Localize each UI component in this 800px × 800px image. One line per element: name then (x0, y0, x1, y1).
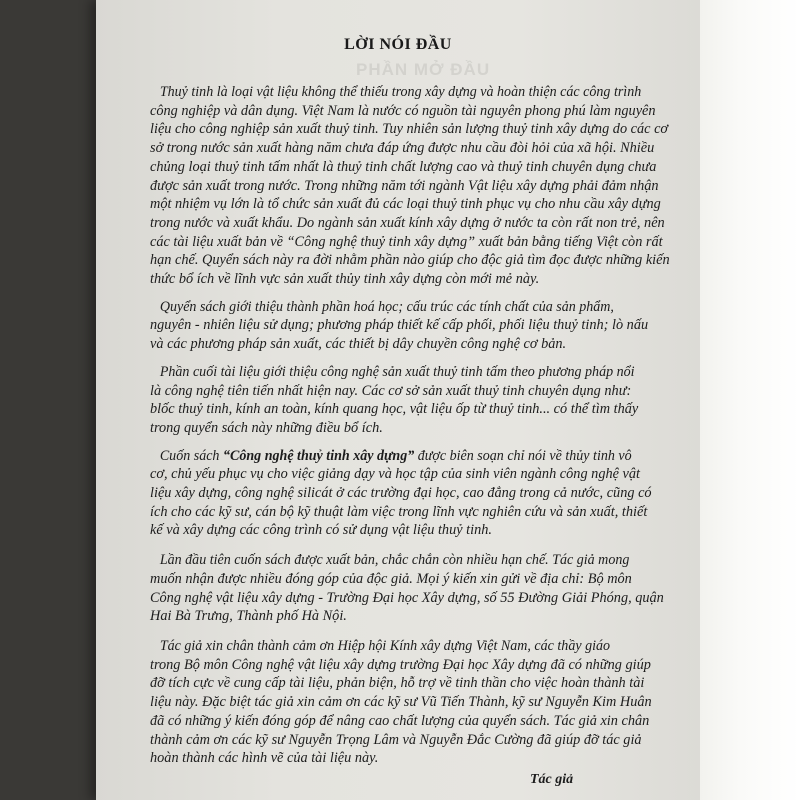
text-line: các tài liệu xuất bản về “Công nghệ thuỷ tinh xây dựng” xuất bản bằng tiếng Việt còn rất (150, 233, 663, 250)
text-line: đỡ tích cực về cung cấp tài liệu, phản biện, hỗ trợ về tinh thần cho việc hoàn thành tài (150, 675, 645, 692)
text-line: trong quyển sách này những điều bổ ích. (150, 419, 383, 436)
text-line: Thuỷ tinh là loại vật liệu không thể thiếu trong xây dựng và hoàn thiện các công trình (159, 84, 642, 100)
preface-paragraph (150, 447, 690, 541)
preface-paragraph (150, 363, 690, 438)
text-line: liệu xây dựng, công nghệ silicát ở các trường đại học, cao đẳng trong cả nước, cũng có (150, 485, 652, 502)
text-line: và các phương pháp sản xuất, các thiết bị dây chuyền công nghệ cơ bản. (150, 336, 567, 353)
text-line: liệu này. Đặc biệt tác giả xin cảm ơn các kỹ sư Vũ Tiến Thành, kỹ sư Nguyễn Kim Huân (150, 694, 652, 711)
text-line: thức bổ ích về lĩnh vực sản xuất thủy tinh xây dựng còn mới mẻ này. (150, 271, 540, 288)
preface-paragraph (150, 298, 690, 354)
text-line: một nhiệm vụ lớn là tổ chức sản xuất đủ các loại thuỷ tinh phục vụ cho nhu cầu xây dựng (150, 196, 661, 213)
text-line: ích cho các kỹ sư, cán bộ kỹ thuật làm việc trong lĩnh vực nghiên cứu và sản xuất, thiết (150, 503, 648, 520)
text-line: trong Bộ môn Công nghệ vật liệu xây dựng trường Đại học Xây dựng đã có những giúp (150, 656, 651, 673)
page-heading: LỜI NÓI ĐẦU (344, 36, 452, 53)
text-line: Công nghệ vật liệu xây dựng - Trường Đại học Xây dựng, số 55 Đường Giải Phóng, quận (150, 589, 664, 606)
preface-paragraph (150, 637, 690, 768)
text-line: nguyên - nhiên liệu sử dụng; phương pháp thiết kế cấp phối, phối liệu thuỷ tinh; lò nấu (150, 317, 649, 334)
text-line: Cuốn sách “Công nghệ thuỷ tinh xây dựng” được biên soạn chỉ nói về thủy tinh vô (159, 447, 632, 464)
text-line: Tác giả xin chân thành cảm ơn Hiệp hội Kính xây dựng Việt Nam, các thầy giáo (159, 637, 611, 654)
text-line: Hai Bà Trưng, Thành phố Hà Nội. (150, 608, 347, 625)
text-line: kế và xây dựng các công trình có sử dụng vật liệu thuỷ tinh. (150, 522, 492, 539)
text-line: Phần cuối tài liệu giới thiệu công nghệ sản xuất thuỷ tinh tấm theo phương pháp nổi (159, 363, 635, 380)
text-line: công nghiệp và dân dụng. Việt Nam là nước có nguồn tài nguyên phong phú làm nguyên (150, 102, 656, 119)
preface-paragraph (150, 551, 690, 626)
text-line: blốc thuỷ tinh, kính an toàn, kính quang học, vật liệu ốp từ thuỷ tinh... có thể tìm thấy (150, 401, 639, 418)
text-line: thành cảm ơn các kỹ sư Nguyễn Trọng Lâm và Nguyễn Đắc Cường đã giúp đỡ tác giả (150, 731, 642, 748)
text-line: Quyển sách giới thiệu thành phần hoá học; cấu trúc các tính chất của sản phẩm, (159, 298, 614, 315)
page-margin (700, 0, 800, 800)
text-line: trong nước và xuất khẩu. Do ngành sản xuất kính xây dựng ở nước ta còn rất non trẻ, nên (150, 214, 665, 231)
text-line: sở trong nước sản xuất hàng năm chưa đáp ứng được nhu cầu đòi hỏi của xã hội. Nhiều (150, 140, 655, 157)
text-line: hạn chế. Quyển sách này ra đời nhằm phần nào giúp cho độc giả tìm đọc được những kiến (150, 252, 670, 269)
text-line: đã có những ý kiến đóng góp để nâng cao chất lượng của quyển sách. Tác giả xin chân (150, 712, 650, 729)
text-line: là công nghệ tiên tiến nhất hiện nay. Các cơ sở sản xuất thuỷ tinh chuyên dụng như: (150, 382, 632, 399)
text-line: liệu cho công nghiệp sản xuất thuỷ tinh. Tuy nhiên sản lượng thuỷ tinh xây dựng do các cơ (150, 121, 669, 138)
author-signature: Tác giả (530, 772, 574, 787)
text-line: hoàn thành các hình vẽ của tài liệu này. (150, 750, 379, 767)
preface-paragraph (150, 83, 690, 289)
text-line: cơ, chủ yếu phục vụ cho việc giảng dạy và học tập của sinh viên ngành công nghệ vật (150, 466, 640, 483)
bleed-through-heading: PHẦN MỞ ĐẦU (356, 60, 491, 79)
text-line: Lần đầu tiên cuốn sách được xuất bản, chắc chắn còn nhiều hạn chế. Tác giả mong (159, 552, 630, 569)
preface-body (150, 83, 690, 782)
text-line: chủng loại thuỷ tinh tấm nhất là thuỷ tinh chất lượng cao và thuỷ tinh chuyên dụng chưa (150, 158, 657, 175)
text-line: được sản xuất trong nước. Trong những năm tới ngành Vật liệu xây dựng phải đảm nhận (150, 177, 659, 194)
text-line: muốn nhận được nhiều đóng góp của độc giả. Mọi ý kiến xin gửi về địa chỉ: Bộ môn (150, 570, 632, 587)
